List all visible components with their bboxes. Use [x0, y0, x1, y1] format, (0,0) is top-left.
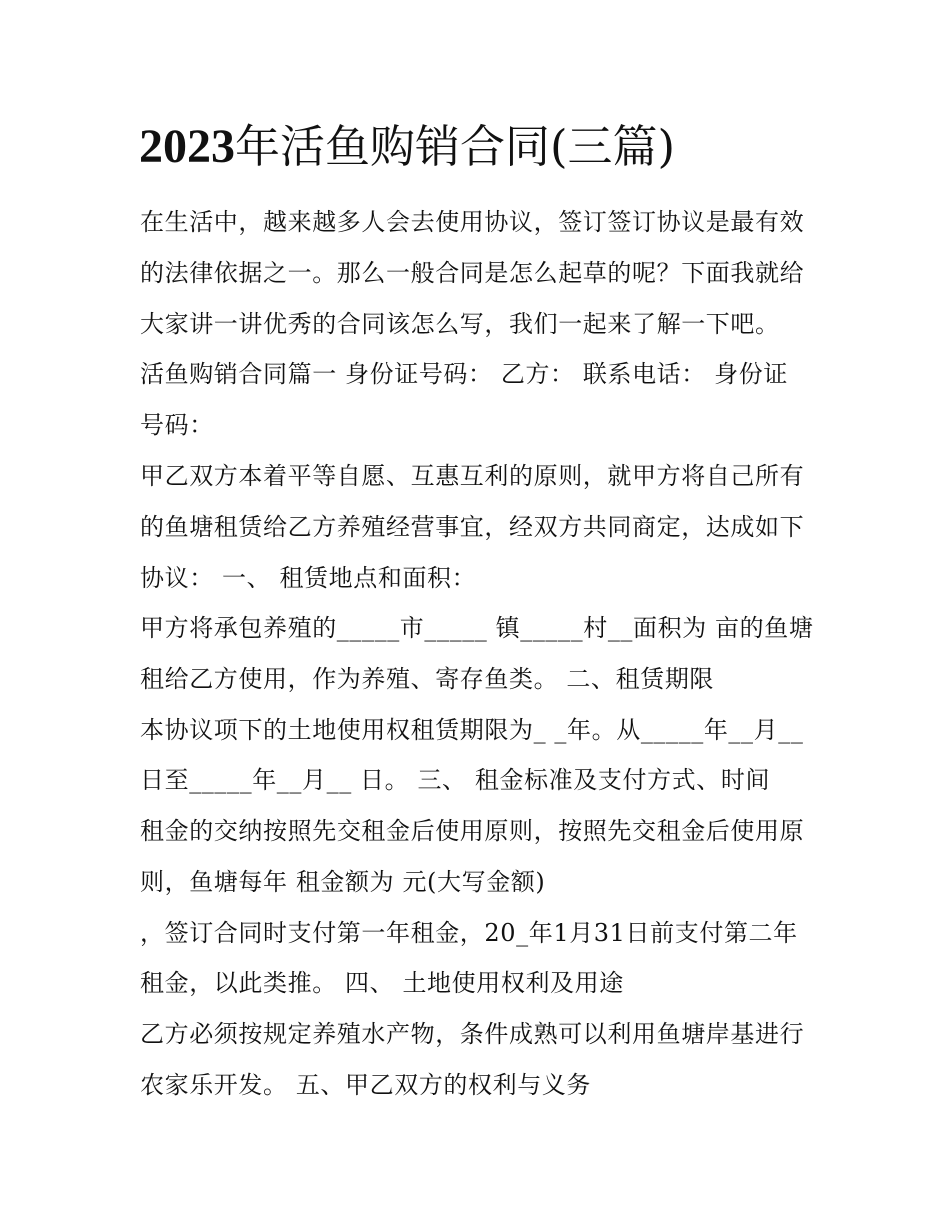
body-line: 号码：	[140, 411, 214, 439]
document-title	[139, 117, 675, 177]
title-year: 2023	[139, 120, 235, 173]
body-line: 的法律依据之一。那么一般合同是怎么起草的呢？下面我就给	[140, 259, 805, 287]
body-line: 农家乐开发。 五、甲乙双方的权利与义务	[140, 1071, 592, 1099]
body-line: 则，鱼塘每年 租金额为 元(大写金额)	[140, 868, 546, 896]
body-line: 本协议项下的土地使用权租赁期限为_ _年。从_____年__月__	[140, 716, 804, 744]
body-line: 租给乙方使用，作为养殖、寄存鱼类。 二、租赁期限	[140, 665, 715, 693]
body-line: 协议： 一、 租赁地点和面积：	[140, 564, 477, 592]
body-line: 甲乙双方本着平等自愿、互惠互利的原则，就甲方将自己所有	[140, 462, 805, 490]
body-line: 乙方必须按规定养殖水产物，条件成熟可以利用鱼塘岸基进行	[140, 1020, 805, 1048]
body-line: 日至_____年__月__ 日。 三、 租金标准及支付方式、时间	[140, 766, 771, 794]
body-line: 的鱼塘租赁给乙方养殖经营事宜，经双方共同商定，达成如下	[140, 513, 805, 541]
title-text: 年活鱼购销合同(三篇)	[235, 120, 676, 173]
body-line: 在生活中，越来越多人会去使用协议，签订签订协议是最有效	[140, 208, 805, 236]
body-line: 租金的交纳按照先交租金后使用原则，按照先交租金后使用原	[140, 817, 805, 845]
body-line: 甲方将承包养殖的_____市_____ 镇_____村__面积为 亩的鱼塘	[140, 614, 814, 642]
body-line: ，签订合同时支付第一年租金，20_年1月31日前支付第二年	[140, 919, 798, 947]
body-line: 活鱼购销合同篇一 身份证号码： 乙方： 联系电话： 身份证	[140, 360, 788, 388]
body-line: 租金，以此类推。 四、 土地使用权利及用途	[140, 969, 624, 997]
body-line: 大家讲一讲优秀的合同该怎么写，我们一起来了解一下吧。	[140, 310, 780, 338]
